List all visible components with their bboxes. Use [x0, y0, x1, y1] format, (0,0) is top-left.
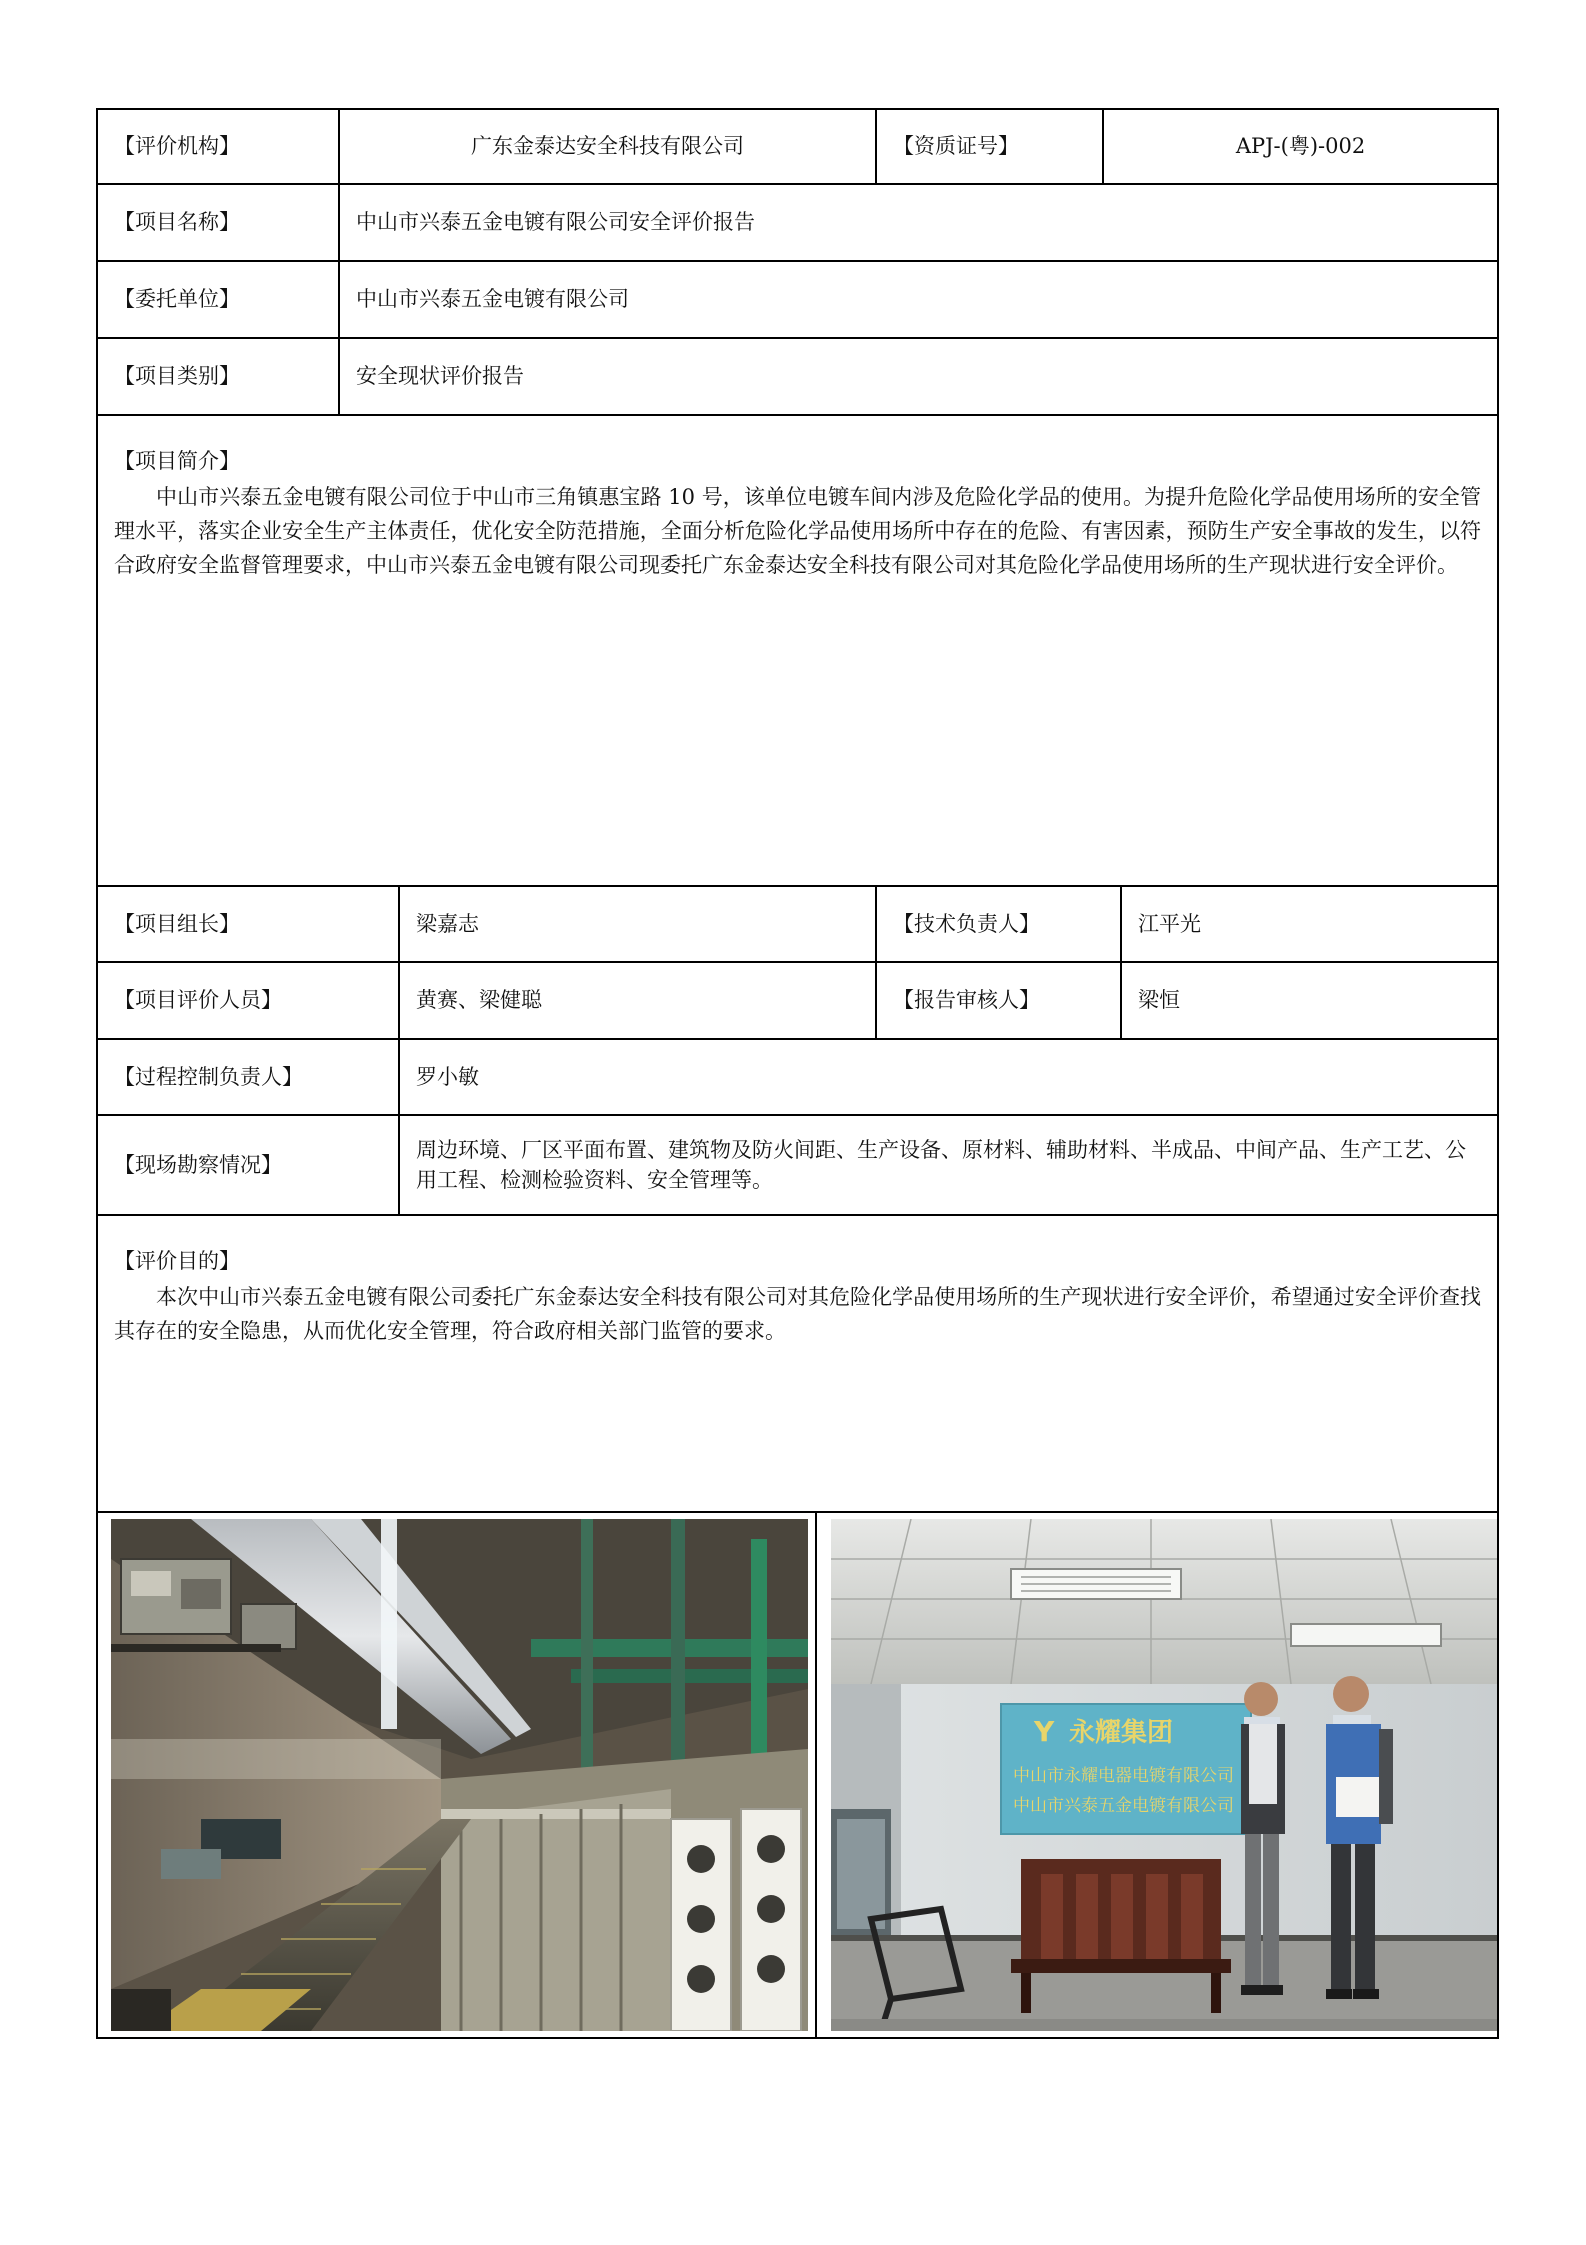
cert-label: 【资质证号】 — [875, 110, 1102, 183]
tech-value: 江平光 — [1120, 887, 1497, 961]
leader-row — [96, 887, 1499, 963]
plating-workshop-photo — [111, 1519, 808, 2031]
evaluators-row — [96, 963, 1499, 1040]
intro-row — [96, 416, 1499, 887]
project-type-label: 【项目类别】 — [114, 364, 240, 389]
sign-line1: 永耀集团 — [1069, 1718, 1174, 1748]
svg-text:Y: Y — [1034, 1715, 1055, 1748]
project-name-label: 【项目名称】 — [114, 210, 240, 235]
cert-value: APJ-(粤)-002 — [1102, 110, 1497, 183]
site-row — [96, 1116, 1499, 1216]
project-name-row — [96, 185, 1499, 262]
site-label: 【现场勘察情况】 — [114, 1152, 282, 1177]
purpose-block — [98, 1216, 1497, 1511]
sign-line3: 中山市兴泰五金电镀有限公司 — [1013, 1796, 1234, 1816]
report-sheet — [96, 108, 1499, 2039]
purpose-row — [96, 1216, 1499, 1513]
agency-label: 【评价机构】 — [114, 134, 240, 159]
client-label: 【委托单位】 — [114, 287, 240, 312]
project-name-value: 中山市兴泰五金电镀有限公司安全评价报告 — [338, 185, 1497, 260]
client-value: 中山市兴泰五金电镀有限公司 — [338, 262, 1497, 337]
site-value: 周边环境、厂区平面布置、建筑物及防火间距、生产设备、原材料、辅助材料、半成品、中间产品、生产工艺、公用工程、检测检验资料、安全管理等。 — [398, 1116, 1497, 1214]
purpose-title: 【评价目的】 — [114, 1249, 240, 1273]
client-row — [96, 262, 1499, 339]
process-label: 【过程控制负责人】 — [114, 1064, 303, 1089]
office-lobby-illustration — [831, 1519, 1497, 2031]
sign-line2: 中山市永耀电器电镀有限公司 — [1013, 1766, 1234, 1786]
leader-value: 梁嘉志 — [398, 887, 875, 961]
agency-value: 广东金泰达安全科技有限公司 — [338, 110, 875, 183]
agency-row — [96, 108, 1499, 185]
process-value: 罗小敏 — [398, 1040, 1497, 1114]
photo-cell-right — [815, 1513, 1497, 2037]
intro-text: 中山市兴泰五金电镀有限公司位于中山市三角镇惠宝路 10 号，该单位电镀车间内涉及危险化学品的使用。为提升危险化学品使用场所的安全管理水平，落实企业安全生产主体责任，优化安全防范措施，全面分析危险化学品使用场所中存在的危险、有害因素，预防生产安全事故的发生，以符合政府安全监督管理要求，中山市兴泰五金电镀有限公司现委托广东金泰达安全科技有限公司对其危险化学品使用场所的生产现状进行安全评价。 — [114, 485, 1481, 578]
tech-label: 【技术负责人】 — [875, 887, 1120, 961]
intro-block — [98, 416, 1497, 885]
reviewer-value: 梁恒 — [1120, 963, 1497, 1038]
plating-workshop-illustration — [111, 1519, 808, 2031]
purpose-text: 本次中山市兴泰五金电镀有限公司委托广东金泰达安全科技有限公司对其危险化学品使用场所的生产现状进行安全评价，希望通过安全评价查找其存在的安全隐患，从而优化安全管理，符合政府相关部门监管的要求。 — [114, 1285, 1481, 1344]
process-row — [96, 1040, 1499, 1116]
evaluators-label: 【项目评价人员】 — [114, 988, 282, 1013]
evaluators-value: 黄赛、梁健聪 — [398, 963, 875, 1038]
photo-cell-left — [98, 1513, 815, 2037]
photos-row — [96, 1513, 1499, 2039]
reviewer-label: 【报告审核人】 — [875, 963, 1120, 1038]
project-type-row — [96, 339, 1499, 416]
project-type-value: 安全现状评价报告 — [338, 339, 1497, 414]
intro-title: 【项目简介】 — [114, 449, 240, 473]
office-lobby-photo — [831, 1519, 1497, 2031]
leader-label: 【项目组长】 — [114, 911, 240, 936]
